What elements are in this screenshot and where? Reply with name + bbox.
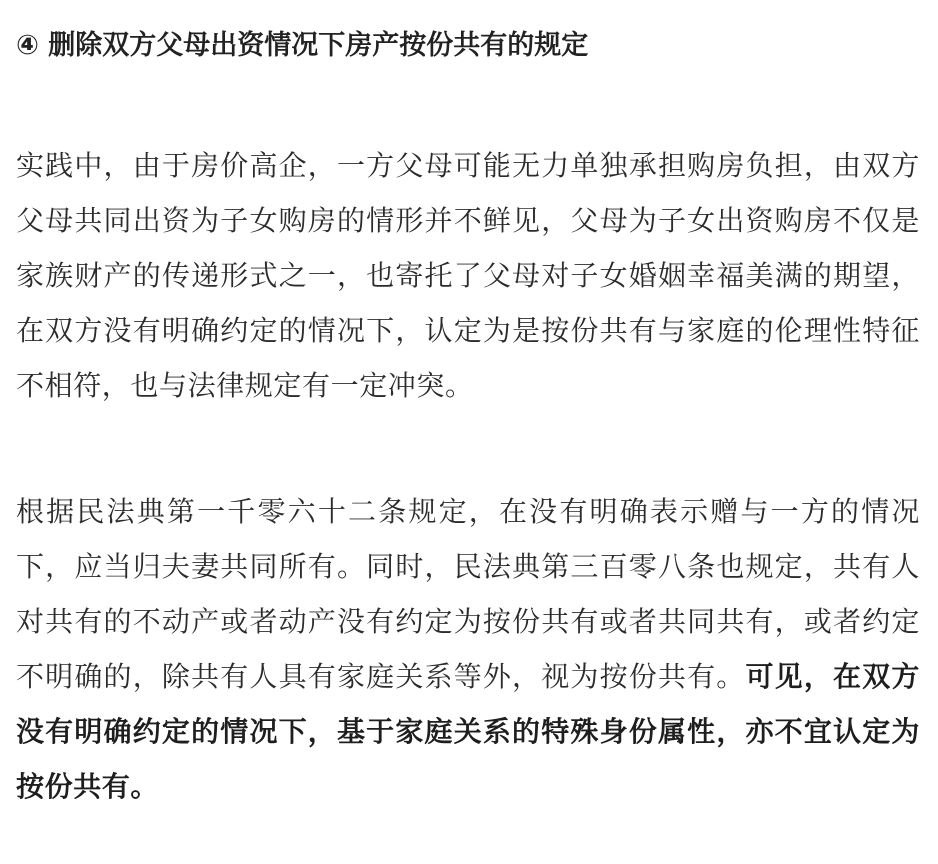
paragraph-civil-code	[16, 484, 920, 814]
section-heading: ④ 删除双方父母出资情况下房产按份共有的规定	[16, 30, 589, 61]
paragraph-practice: 实践中，由于房价高企，一方父母可能无力单独承担购房负担，由双方父母共同出资为子女购房的情形并不鲜见，父母为子女出资购房不仅是家族财产的传递形式之一，也寄托了父母对子女婚姻幸福美满的期望，在双方没有明确约定的情况下，认定为是按份共有与家庭的伦理性特征不相符，也与法律规定有一定冲突。	[16, 149, 920, 402]
paragraph-conclusion-bold: 可见，在双方没有明确约定的情况下，基于家庭关系的特殊身份属性，亦不宜认定为按份共有。	[16, 660, 920, 803]
paragraph-civil-code-text: 根据民法典第一千零六十二条规定，在没有明确表示赠与一方的情况下，应当归夫妻共同所有。同时，民法典第三百零八条也规定，共有人对共有的不动产或者动产没有约定为按份共有或者共同共有，或者约定不明确的，除共有人具有家庭关系等外，视为按份共有。	[16, 495, 920, 693]
